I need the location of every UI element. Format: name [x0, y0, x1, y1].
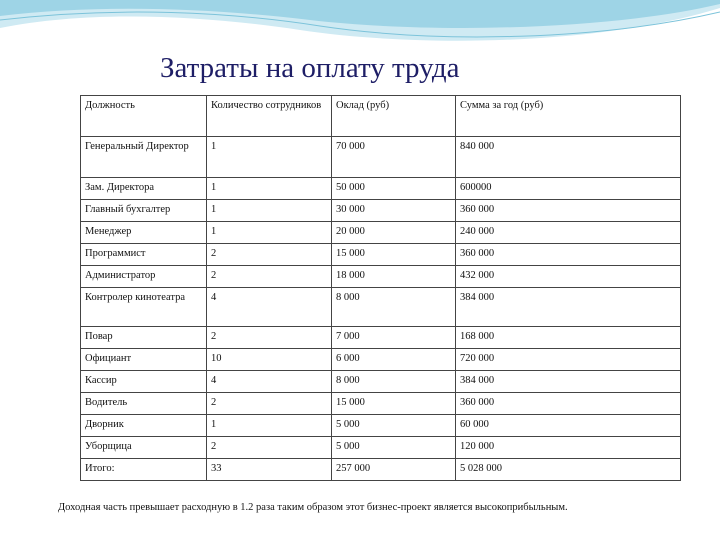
cell-annual: 600000	[456, 178, 681, 200]
table-row	[81, 244, 681, 266]
cell-salary: 15 000	[332, 393, 456, 415]
cell-total-salary: 257 000	[332, 459, 456, 481]
table-row	[81, 371, 681, 393]
table-row	[81, 222, 681, 244]
cell-total-label: Итого:	[81, 459, 207, 481]
cell-position: Менеджер	[81, 222, 207, 244]
header-position: Должность	[81, 96, 207, 137]
decorative-header-wave	[0, 0, 720, 60]
cell-total-annual: 5 028 000	[456, 459, 681, 481]
cell-position: Зам. Директора	[81, 178, 207, 200]
table-row	[81, 288, 681, 327]
cell-count: 4	[207, 288, 332, 327]
cell-annual: 120 000	[456, 437, 681, 459]
cell-salary: 6 000	[332, 349, 456, 371]
table-row	[81, 178, 681, 200]
cell-total-count: 33	[207, 459, 332, 481]
cell-annual: 360 000	[456, 244, 681, 266]
cell-count: 10	[207, 349, 332, 371]
cell-annual: 384 000	[456, 288, 681, 327]
table-row	[81, 200, 681, 222]
cell-position: Администратор	[81, 266, 207, 288]
cell-position: Кассир	[81, 371, 207, 393]
cell-annual: 360 000	[456, 200, 681, 222]
cell-position: Уборщица	[81, 437, 207, 459]
header-annual-sum: Сумма за год (руб)	[456, 96, 681, 137]
cell-salary: 70 000	[332, 137, 456, 178]
table-row	[81, 415, 681, 437]
cell-count: 1	[207, 137, 332, 178]
cell-count: 2	[207, 244, 332, 266]
cell-salary: 5 000	[332, 415, 456, 437]
table-row	[81, 349, 681, 371]
cell-count: 1	[207, 415, 332, 437]
header-employee-count: Количество сотрудников	[207, 96, 332, 137]
cell-position: Официант	[81, 349, 207, 371]
cell-salary: 8 000	[332, 371, 456, 393]
cell-annual: 840 000	[456, 137, 681, 178]
cell-count: 2	[207, 327, 332, 349]
table-row	[81, 137, 681, 178]
cell-annual: 240 000	[456, 222, 681, 244]
cell-annual: 720 000	[456, 349, 681, 371]
conclusion-paragraph: Доходная часть превышает расходную в 1.2 раза таким образом этот бизнес-проект является высокоприбыльным.	[58, 502, 568, 513]
table-row	[81, 393, 681, 415]
cell-position: Главный бухгалтер	[81, 200, 207, 222]
cell-count: 4	[207, 371, 332, 393]
cell-annual: 360 000	[456, 393, 681, 415]
cell-salary: 8 000	[332, 288, 456, 327]
cell-annual: 432 000	[456, 266, 681, 288]
cell-position: Программист	[81, 244, 207, 266]
cell-salary: 5 000	[332, 437, 456, 459]
page-title: Затраты на оплату труда	[160, 52, 460, 84]
cell-salary: 18 000	[332, 266, 456, 288]
table-header-row	[81, 96, 681, 137]
table-row	[81, 327, 681, 349]
cell-salary: 15 000	[332, 244, 456, 266]
cell-count: 1	[207, 222, 332, 244]
cell-position: Генеральный Директор	[81, 137, 207, 178]
cell-annual: 384 000	[456, 371, 681, 393]
table-row	[81, 437, 681, 459]
cell-annual: 168 000	[456, 327, 681, 349]
table-row	[81, 266, 681, 288]
header-salary: Оклад (руб)	[332, 96, 456, 137]
cell-position: Дворник	[81, 415, 207, 437]
cell-count: 1	[207, 178, 332, 200]
cell-count: 2	[207, 266, 332, 288]
table-total-row	[81, 459, 681, 481]
cell-count: 2	[207, 393, 332, 415]
cell-position: Повар	[81, 327, 207, 349]
cell-position: Контролер кинотеатра	[81, 288, 207, 327]
cell-count: 1	[207, 200, 332, 222]
cell-salary: 50 000	[332, 178, 456, 200]
cell-salary: 30 000	[332, 200, 456, 222]
salary-table	[80, 95, 681, 481]
cell-annual: 60 000	[456, 415, 681, 437]
cell-salary: 20 000	[332, 222, 456, 244]
cell-position: Водитель	[81, 393, 207, 415]
cell-salary: 7 000	[332, 327, 456, 349]
cell-count: 2	[207, 437, 332, 459]
